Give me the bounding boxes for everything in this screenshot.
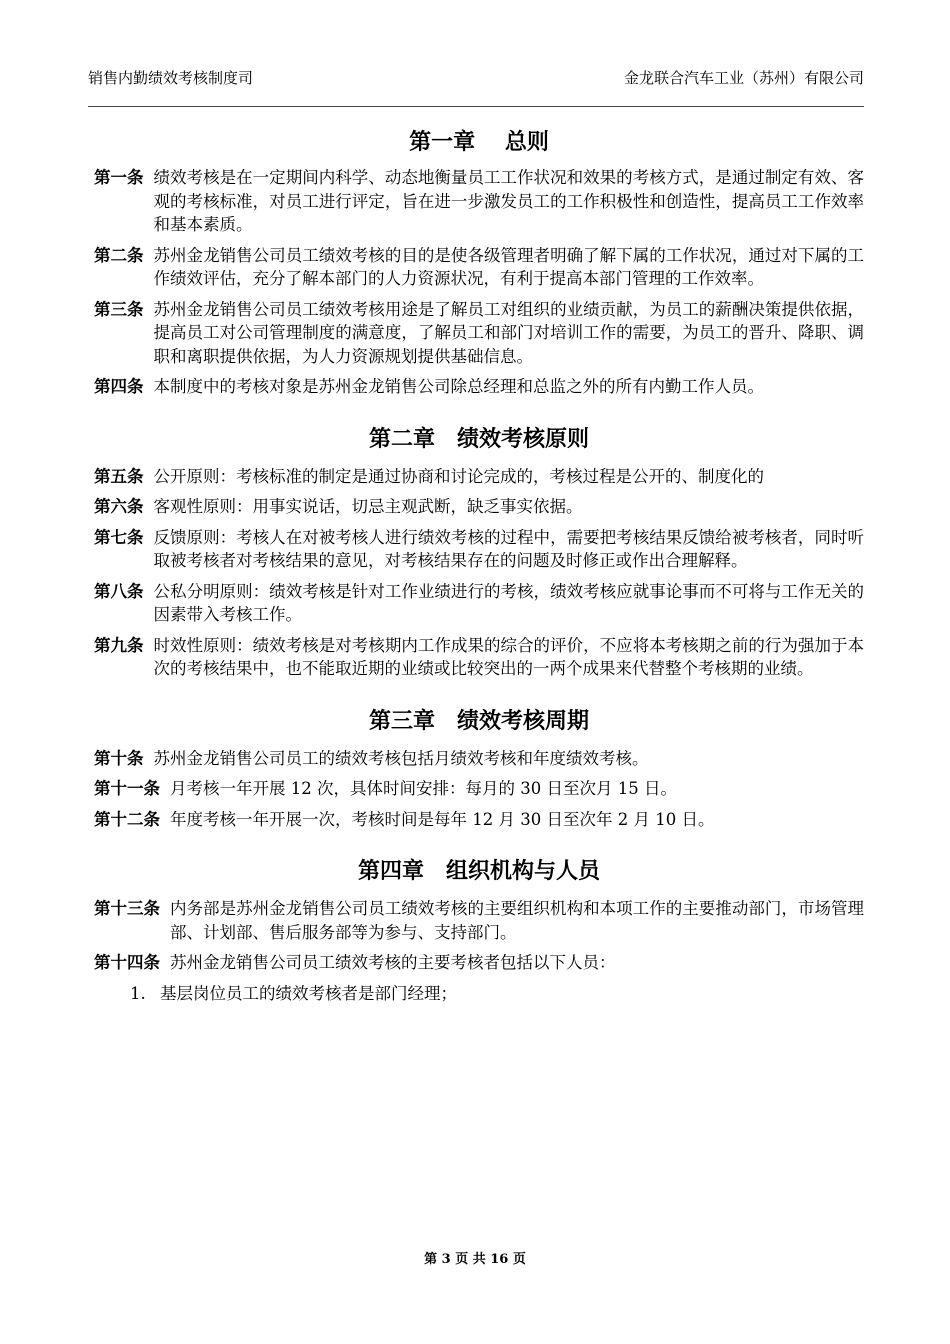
article-text: 绩效考核是在一定期间内科学、动态地衡量员工工作状况和效果的考核方式，是通过制定有效、客观的考核标准，对员工进行评定，旨在进一步激发员工的工作积极性和创造性，提高员工工作效率和基本素质。 (153, 168, 864, 234)
article (94, 166, 864, 237)
article-text: 时效性原则：绩效考核是对考核期内工作成果的综合的评价，不应将本考核期之前的行为强加于本次的考核结果中，也不能取近期的业绩或比较突出的一两个成果来代替整个考核期的业绩。 (153, 635, 864, 678)
article-label: 第十一条 (94, 779, 160, 798)
header-divider (88, 106, 864, 107)
article-text: 月考核一年开展 12 次，具体时间安排：每月的 30 日至次月 15 日。 (170, 779, 677, 798)
article (94, 375, 864, 399)
list-number: 1. (130, 983, 146, 1003)
article-label: 第十条 (94, 748, 144, 768)
header-company-name: 金龙联合汽车工业（苏州）有限公司 (623, 69, 864, 87)
article (94, 951, 864, 975)
article-text: 公私分明原则：绩效考核是针对工作业绩进行的考核，绩效考核应就事论事而不可将与工作无关的因素带入考核工作。 (153, 581, 864, 624)
article-label: 第十三条 (94, 899, 160, 918)
article (94, 526, 864, 573)
article-label: 第四条 (94, 377, 144, 396)
article-label: 第三条 (94, 299, 144, 319)
list-item (130, 982, 864, 1006)
chapter-title: 第三章 绩效考核周期 (368, 707, 589, 734)
article-text: 客观性原则：用事实说话，切忌主观武断，缺乏事实依据。 (153, 497, 583, 516)
article-label: 第一条 (94, 168, 144, 187)
chapter-title: 第一章 总则 (409, 129, 549, 155)
chapter-title: 第四章 组织机构与人员 (357, 858, 600, 884)
article-label: 第九条 (94, 635, 144, 655)
article-text: 内务部是苏州金龙销售公司员工绩效考核的主要组织机构和本项工作的主要推动部门，市场管理部、计划部、售后服务部等为参与、支持部门。 (170, 899, 864, 942)
article-text: 苏州金龙销售公司员工绩效考核的主要考核者包括以下人员： (170, 953, 616, 972)
article-label: 第七条 (94, 527, 144, 547)
header-document-title: 销售内勤绩效考核制度司 (88, 69, 254, 87)
article-text: 苏州金龙销售公司员工绩效考核的目的是使各级管理者明确了解下属的工作状况，通过对下属的工作绩效评估，充分了解本部门的人力资源状况，有利于提高本部门管理的工作效率。 (153, 245, 864, 288)
article-text: 公开原则：考核标准的制定是通过协商和讨论完成的，考核过程是公开的、制度化的 (153, 466, 764, 486)
list-text: 基层岗位员工的绩效考核者是部门经理； (160, 983, 457, 1003)
article (94, 465, 864, 489)
article-label: 第二条 (94, 245, 144, 265)
document-body (94, 126, 864, 1005)
article (94, 298, 864, 369)
article-text: 本制度中的考核对象是苏州金龙销售公司除总经理和总监之外的所有内勤工作人员。 (153, 377, 764, 396)
article-label: 第十四条 (94, 953, 160, 972)
article (94, 747, 864, 771)
page-number: 第 3 页 共 16 页 (424, 1252, 526, 1267)
article (94, 244, 864, 291)
article (94, 634, 864, 681)
article-text: 反馈原则：考核人在对被考核人进行绩效考核的过程中，需要把考核结果反馈给被考核者，同时听取被考核者对考核结果的意见，对考核结果存在的问题及时修正或作出合理解释。 (153, 527, 864, 570)
article-text: 苏州金龙销售公司员工的绩效考核包括月绩效考核和年度绩效考核。 (153, 748, 649, 768)
article (94, 580, 864, 627)
article (94, 777, 864, 801)
article-label: 第八条 (94, 581, 144, 601)
article (94, 495, 864, 519)
article-label: 第五条 (94, 466, 144, 486)
article-label: 第十二条 (94, 809, 160, 829)
article (94, 808, 864, 832)
article (94, 897, 864, 944)
article-text: 苏州金龙销售公司员工绩效考核用途是了解员工对组织的业绩贡献，为员工的薪酬决策提供依据，提高员工对公司管理制度的满意度，了解员工和部门对培训工作的需要，为员工的晋升、降职、调职和离职提供依据，为人力资源规划提供基础信息。 (153, 299, 864, 366)
article-text: 年度考核一年开展一次，考核时间是每年 12 月 30 日至次年 2 月 10 日。 (170, 809, 715, 829)
chapter-title: 第二章 绩效考核原则 (368, 425, 589, 452)
article-label: 第六条 (94, 497, 144, 516)
